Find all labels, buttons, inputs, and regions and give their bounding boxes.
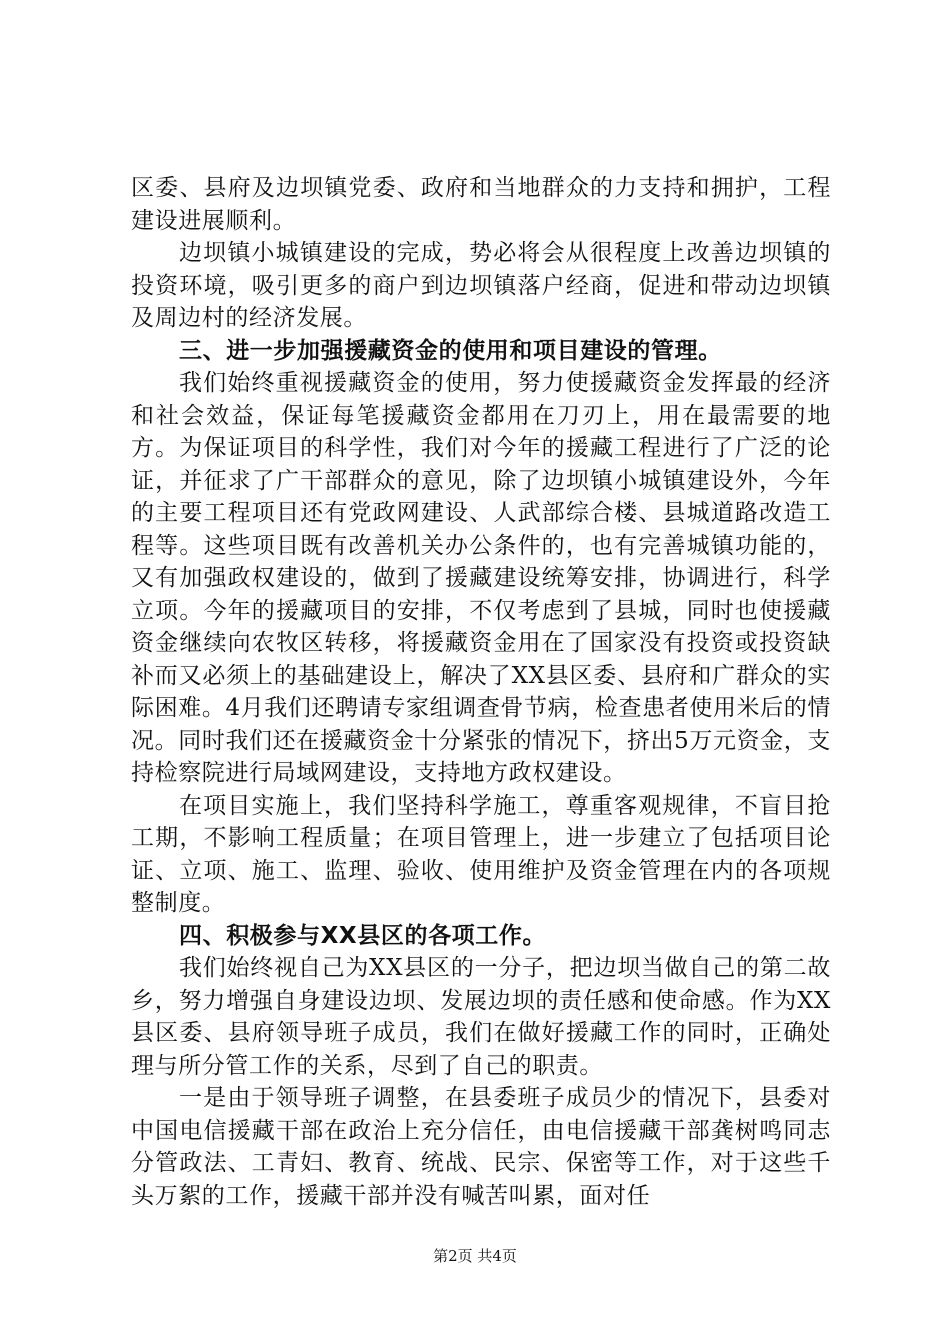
page-number-footer: 第2页 共4页 bbox=[433, 1247, 517, 1265]
document-body bbox=[131, 172, 831, 1212]
paragraph-4: 在项目实施上，我们坚持科学施工，尊重客观规律，不盲目抢工期，不影响工程质量；在项目管理上，进一步建立了包括项目论证、立项、施工、监理、验收、使用维护及资金管理在内的各项规整制度。 bbox=[131, 792, 831, 916]
paragraph-2: 边坝镇小城镇建设的完成，势必将会从很程度上改善边坝镇的投资环境，吸引更多的商户到边坝镇落户经商，促进和带动边坝镇及周边村的经济发展。 bbox=[131, 240, 831, 331]
section-heading-4: 四、积极参与XX县区的各项工作。 bbox=[179, 922, 547, 949]
paragraph-5: 我们始终视自己为XX县区的一分子，把边坝当做自己的第二故乡，努力增强自身建设边坝、发展边坝的责任感和使命感。作为XX县区委、县府领导班子成员，我们在做好援藏工作的同时，正确处理与所分管工作的关系，尽到了自己的职责。 bbox=[131, 955, 831, 1079]
paragraph-1: 区委、县府及边坝镇党委、政府和当地群众的力支持和拥护，工程建设进展顺利。 bbox=[131, 175, 831, 234]
section-heading-3: 三、进一步加强援藏资金的使用和项目建设的管理。 bbox=[179, 337, 722, 364]
paragraph-6: 一是由于领导班子调整，在县委班子成员少的情况下，县委对中国电信援藏干部在政治上充分信任，由电信援藏干部龚树鸣同志分管政法、工青妇、教育、统战、民宗、保密等工作，对于这些千头万絮的工作，援藏干部并没有喊苦叫累，面对任 bbox=[131, 1085, 831, 1209]
paragraph-3: 我们始终重视援藏资金的使用，努力使援藏资金发挥最的经济和社会效益，保证每笔援藏资金都用在刀刃上，用在最需要的地方。为保证项目的科学性，我们对今年的援藏工程进行了广泛的论证，并征求了广干部群众的意见，除了边坝镇小城镇建设外，今年的主要工程项目还有党政网建设、人武部综合楼、县城道路改造工程等。这些项目既有改善机关办公条件的，也有完善城镇功能的，又有加强政权建设的，做到了援藏建设统筹安排，协调进行，科学立项。今年的援藏项目的安排，不仅考虑到了县城，同时也使援藏资金继续向农牧区转移，将援藏资金用在了国家没有投资或投资缺补而又必须上的基础建设上，解决了XX县区委、县府和广群众的实际困难。4月我们还聘请专家组调查骨节病，检查患者使用米后的情况。同时我们还在援藏资金十分紧张的情况下，挤出5万元资金，支持检察院进行局域网建设，支持地方政权建设。 bbox=[131, 370, 831, 786]
